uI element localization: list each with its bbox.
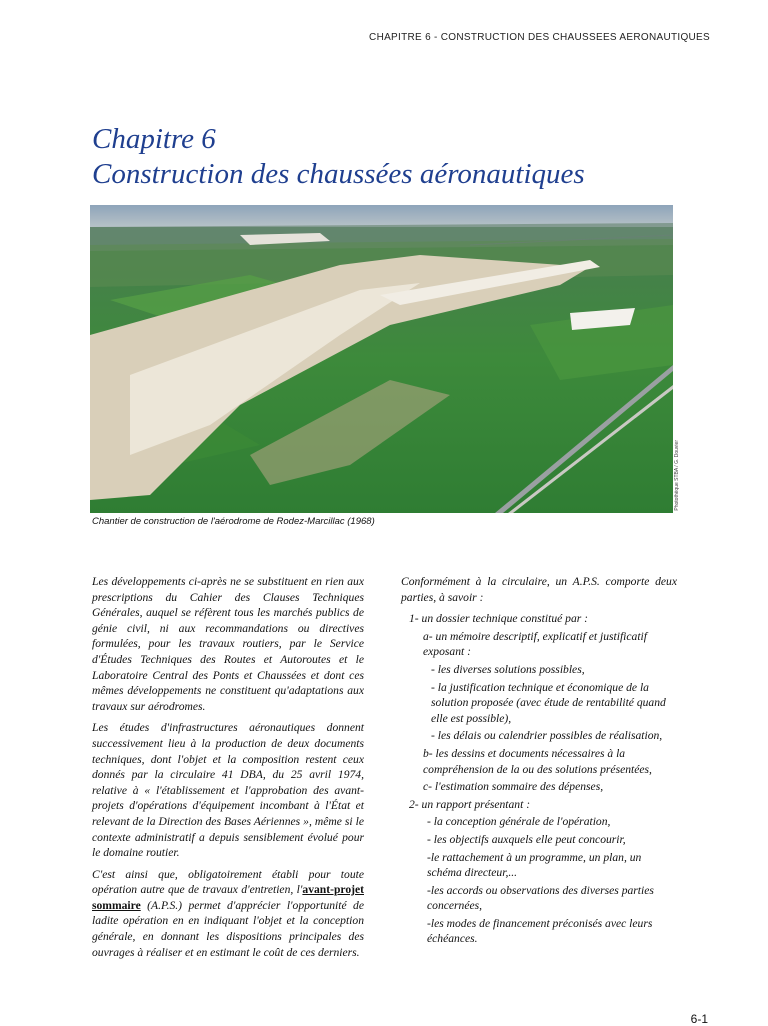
left-column	[92, 574, 364, 966]
chapter-number: Chapitre 6	[92, 123, 216, 155]
right-column	[401, 574, 677, 949]
list-item-1a-2: - la justification technique et économique de la solution proposée (avec étude de rentabilité quand elle est possible),	[431, 680, 666, 725]
page-number: 6-1	[690, 1012, 708, 1026]
list-item-1a: a- un mémoire descriptif, explicatif et justificatif exposant :	[423, 629, 647, 659]
list-item-2-2: - les objectifs auxquels elle peut concourir,	[427, 832, 626, 846]
figure-caption: Chantier de construction de l'aérodrome de Rodez-Marcillac (1968)	[92, 516, 375, 527]
paragraph-3-start: C'est ainsi que, obligatoirement établi pour toute opération autre que de travaux d'entretien, l'	[92, 867, 364, 897]
list-item-1: 1- un dossier technique constitué par :	[409, 612, 589, 626]
paragraph-3	[92, 867, 364, 961]
list-item-2: 2- un rapport présentant :	[409, 797, 531, 811]
paragraph-1: Les développements ci-après ne se substituent en rien aux prescriptions du Cahier des Clauses Techniques Générales, auquel se réfèrent tous les marchés publics de génie civil, ni aux recommandations ou directives formulées, pour les travaux routiers, par le Service d'Études Techniques des Routes et Autoroutes et le Laboratoire Central des Ponts et Chaussées et dont ces mêmes développements ne constituent qu'adaptations aux travaux sur aérodromes.	[92, 575, 364, 713]
list-item-2-3: -le rattachement à un programme, un plan, un schéma directeur,...	[427, 850, 642, 880]
paragraph-2: Les études d'infrastructures aéronautiques donnent successivement lieu à la production de deux documents techniques, dont l'objet et la composition restent ceux donnés par la circulaire 41 DBA, du 25 avril 1974, relative à « l'établissement et l'approbation des avant-projets d'opérations d'équipement incombant à l'État et relevant de la Direction des Bases Aériennes », même si le contexte administratif a depuis sensiblement évolué pour le domaine routier.	[92, 721, 364, 860]
list-item-1c: c- l'estimation sommaire des dépenses,	[423, 780, 604, 794]
list-item-2-1: - la conception générale de l'opération,	[427, 815, 611, 829]
list-item-2-4: -les accords ou observations des diverses parties concernées,	[427, 883, 654, 913]
list-item-2-5: -les modes de financement préconisés avec leurs échéances.	[427, 916, 653, 946]
aerial-photo	[90, 205, 673, 513]
aps-intro: Conformément à la circulaire, un A.P.S. comporte deux parties, à savoir :	[401, 575, 677, 604]
chapter-name: Construction des chaussées aéronautiques	[92, 158, 585, 190]
photo-credit: Photothèque STBA / G. Douvier	[674, 440, 680, 511]
list-item-1b: b- les dessins et documents nécessaires à la compréhension de la ou des solutions présentées,	[423, 746, 652, 776]
aps-term: avant-projet sommaire	[92, 883, 364, 912]
chapter-title	[92, 122, 585, 192]
paragraph-3-end: (A.P.S.) permet d'apprécier l'opportunité de ladite opération en en indiquant l'objet et la conception générale, en donnant les dispositions principales des ouvrages à réaliser et en estimant le coût de ces derniers.	[92, 898, 364, 959]
list-item-1a-3: - les délais ou calendrier possibles de réalisation,	[431, 729, 663, 743]
running-header: CHAPITRE 6 - CONSTRUCTION DES CHAUSSEES AERONAUTIQUES	[369, 32, 710, 43]
aerial-photo-illustration	[90, 205, 673, 513]
list-item-1a-1: - les diverses solutions possibles,	[431, 662, 585, 676]
